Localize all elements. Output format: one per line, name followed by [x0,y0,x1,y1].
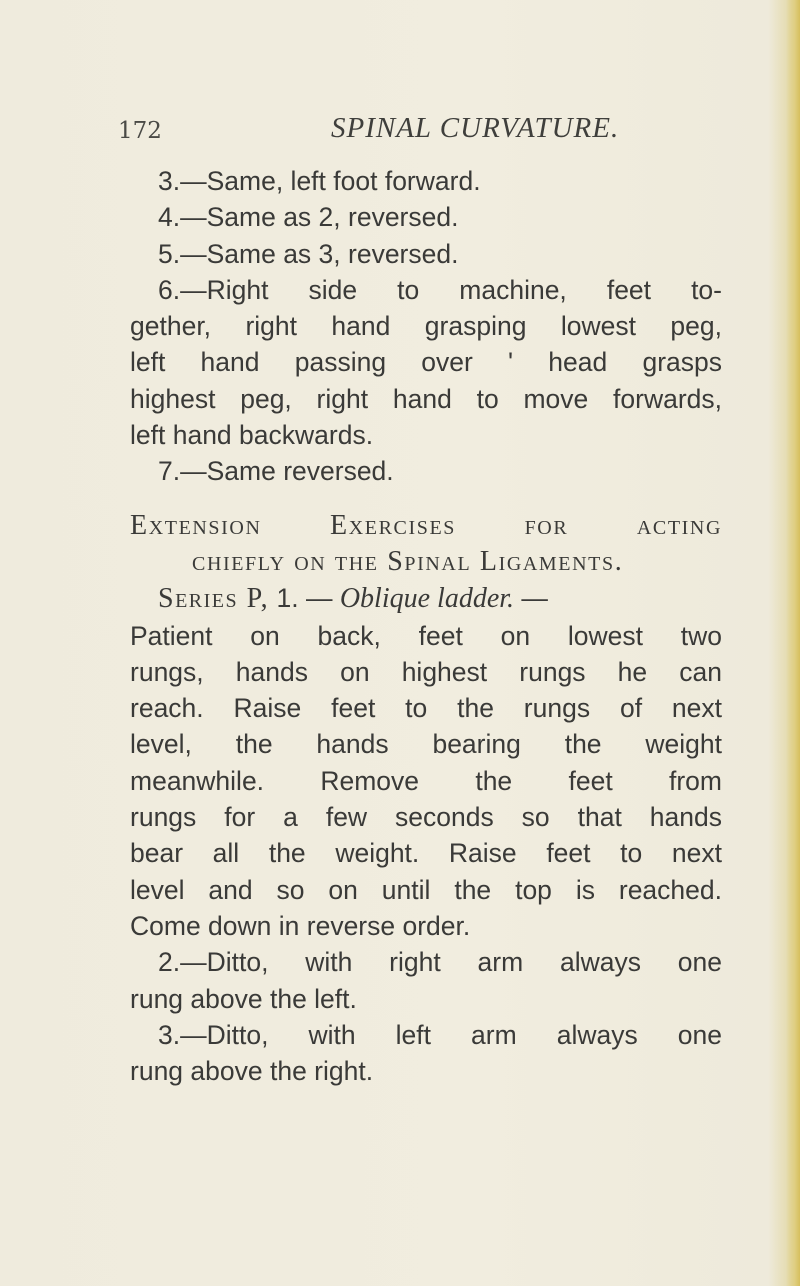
paragraph-line: bear all the weight. Raise feet to next [130,838,722,869]
page-number: 172 [118,118,162,144]
text-line: 2.—Ditto, with right arm always one [158,947,722,978]
text-line: 6.—Right side to machine, feet to- [158,274,722,305]
series-number: 1. — [276,583,333,614]
text-line: 3.—Same, left foot forward. [158,166,481,196]
text-line: rung above the left. [130,983,357,1014]
text-line: left hand passing over ' head grasps [130,347,722,378]
text-line: highest peg, right hand to move forwards, [130,383,722,414]
text-line: 7.—Same reversed. [158,456,394,487]
paragraph-line: meanwhile. Remove the feet from [130,765,722,796]
paragraph-line: level, the hands bearing the weight [130,729,722,760]
page-body [130,163,722,1089]
section-heading-line-2: chiefly on the Spinal Ligaments. [192,545,624,577]
text-line: 5.—Same as 3, reversed. [158,238,459,269]
paragraph-line: level and so on until the top is reached. [130,874,722,905]
paragraph-line: reach. Raise feet to the rungs of next [130,693,722,724]
text-line: 4.—Same as 2, reversed. [158,202,459,233]
page-header [118,112,718,152]
running-head: SPINAL CURVATURE. [331,112,620,144]
series-label: Series P, [158,583,270,615]
section-heading-line-1: Extension Exercises for acting [130,509,722,541]
series-line [130,580,722,617]
text-line: left hand backwards. [130,420,374,451]
text-line: gether, right hand grasping lowest peg, [130,311,722,342]
paragraph-line: rungs for a few seconds so that hands [130,802,722,833]
paragraph-line: rungs, hands on highest rungs he can [130,656,722,687]
paragraph-line: Patient on back, feet on lowest two [130,620,722,651]
paragraph-line: Come down in reverse order. [130,910,471,941]
text-line: 3.—Ditto, with left arm always one [158,1019,722,1050]
page-edge [786,0,800,1286]
series-dash: — [521,583,548,614]
text-line: rung above the right. [130,1056,374,1087]
exercise-title: Oblique ladder. [339,583,515,615]
